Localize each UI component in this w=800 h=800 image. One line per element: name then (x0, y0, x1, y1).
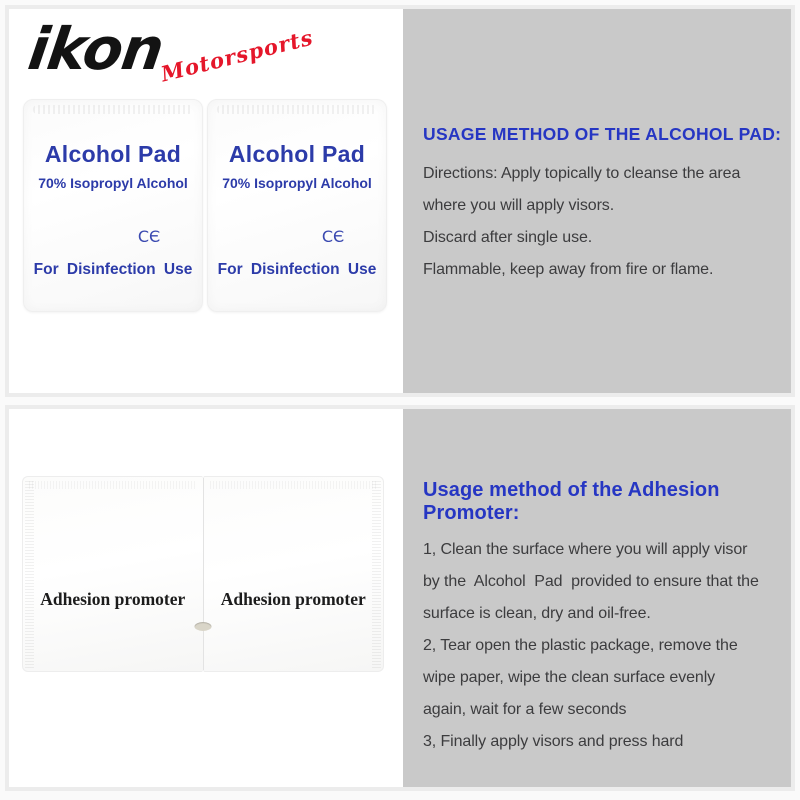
usage-text-line: 1, Clean the surface where you will apply visor (423, 541, 748, 558)
packet-center-seam (203, 478, 204, 670)
ce-mark-icon: CЄ (137, 227, 161, 246)
usage-text-line: surface is clean, dry and oil-free. (423, 605, 651, 622)
alcohol-pad-section (5, 5, 795, 397)
usage-text-line: by the Alcohol Pad provided to ensure that the (423, 573, 759, 590)
adhesion-promoter-packet (22, 476, 203, 672)
brand-wordmark: ikon (24, 15, 168, 83)
alcohol-pad-usage-panel (403, 9, 791, 393)
packet-label: Adhesion promoter (220, 588, 366, 609)
brand-tagline: Motorsports (158, 24, 316, 87)
alcohol-pad-photo-area (9, 9, 403, 393)
usage-text-line: Directions: Apply topically to cleanse the area (423, 165, 741, 182)
adhesion-promoter-photo-area (9, 409, 403, 787)
usage-text-line: 3, Finally apply visors and press hard (423, 733, 684, 750)
brand-logo (24, 15, 349, 99)
packet-title: Alcohol Pad (44, 141, 182, 167)
adhesion-usage-heading: Usage method of the Adhesion Promoter: (423, 479, 720, 524)
alcohol-pad-packet (23, 99, 203, 312)
usage-text-line: 2, Tear open the plastic package, remove the (423, 637, 738, 654)
alcohol-usage-heading: USAGE METHOD OF THE ALCOHOL PAD: (423, 124, 782, 144)
packet-subtitle: 70% Isopropyl Alcohol (222, 175, 372, 191)
adhesion-promoter-packet (203, 476, 385, 672)
adhesion-promoter-section (5, 405, 795, 791)
alcohol-pad-packets (23, 99, 387, 312)
packet-subtitle: 70% Isopropyl Alcohol (38, 175, 188, 191)
packet-label: Adhesion promoter (40, 588, 186, 609)
packet-seal-crimp (33, 105, 193, 114)
packet-seal-crimp (217, 105, 377, 114)
adhesion-promoter-packets (22, 476, 384, 672)
usage-text-line: where you will apply visors. (423, 197, 615, 214)
usage-text-line: Flammable, keep away from fire or flame. (423, 261, 714, 278)
ce-mark-icon: CЄ (321, 227, 345, 246)
usage-text-line: Discard after single use. (423, 229, 593, 246)
tear-notch (195, 622, 212, 631)
packet-footer: For Disinfection Use (33, 261, 193, 278)
packet-footer: For Disinfection Use (217, 261, 377, 278)
packet-title: Alcohol Pad (228, 141, 366, 167)
usage-text-line: again, wait for a few seconds (423, 701, 627, 718)
adhesion-usage-panel (403, 409, 791, 787)
usage-text-line: wipe paper, wipe the clean surface evenly (423, 669, 716, 686)
alcohol-pad-packet (207, 99, 387, 312)
